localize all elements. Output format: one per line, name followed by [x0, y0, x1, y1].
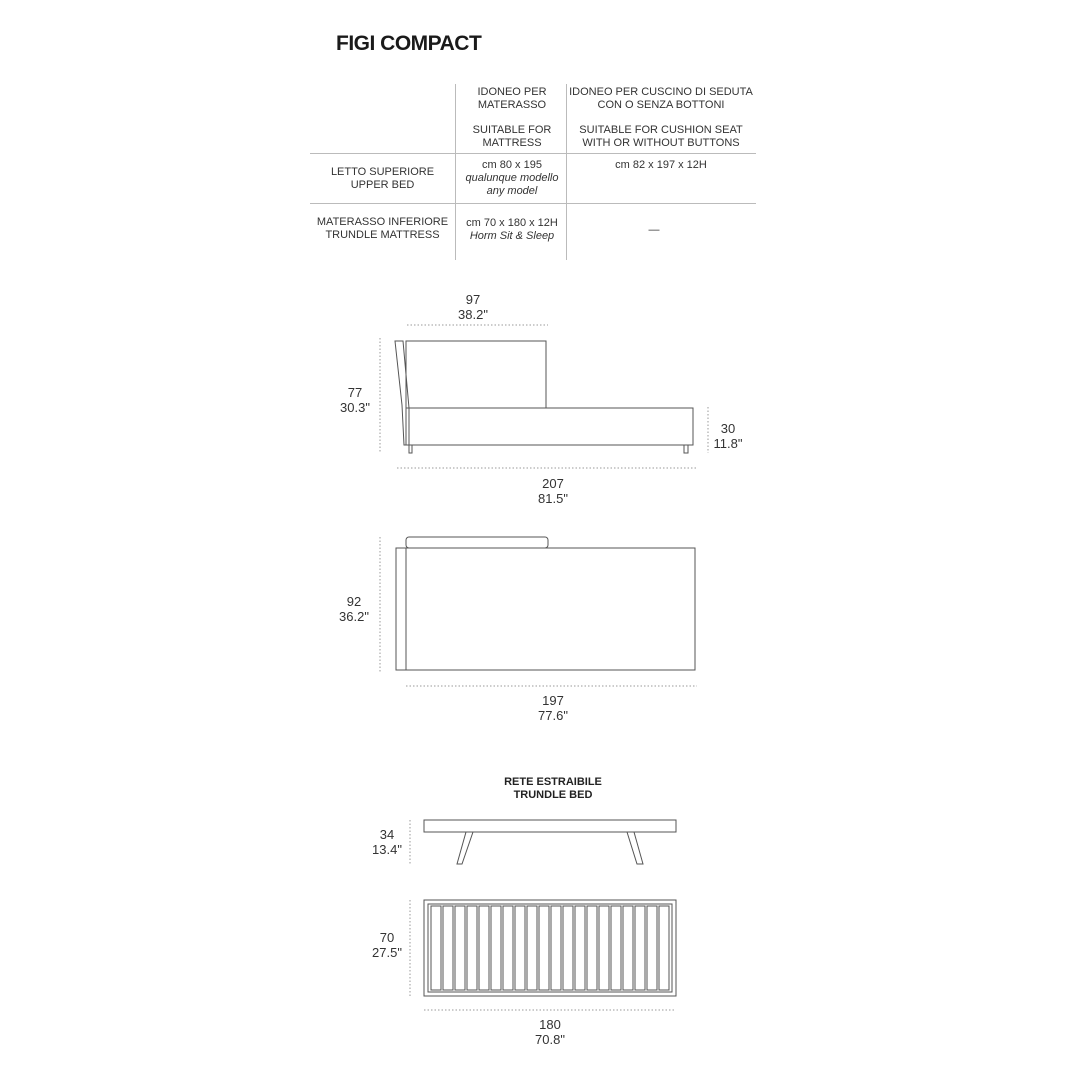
col1-header-it: IDONEO PER MATERASSO [477, 86, 547, 111]
dim-seat-height: 30 11.8" [713, 421, 743, 451]
dim-top-width: 97 38.2" [458, 292, 488, 322]
slat [623, 906, 633, 990]
slat [563, 906, 573, 990]
row-trundle-mattress: cm 70 x 180 x 12H Horm Sit & Sleep [466, 217, 558, 242]
dim-trundle-height: 34 13.4" [372, 827, 402, 857]
slat [527, 906, 537, 990]
bed-top-view [396, 537, 695, 670]
slat [443, 906, 453, 990]
product-title: FIGI COMPACT [336, 32, 482, 55]
bed-side-view [395, 341, 693, 453]
trundle-side-view [424, 820, 676, 864]
dim-top-length: 197 77.6" [538, 693, 568, 723]
slat [599, 906, 609, 990]
slat [587, 906, 597, 990]
slat [479, 906, 489, 990]
slat [659, 906, 669, 990]
row-upper-cushion: cm 82 x 197 x 12H [615, 159, 707, 171]
slat [515, 906, 525, 990]
slat [611, 906, 621, 990]
slat [455, 906, 465, 990]
trundle-title: RETE ESTRAIBILE TRUNDLE BED [504, 776, 602, 801]
dim-trundle-depth: 70 27.5" [372, 930, 402, 960]
slat [431, 906, 441, 990]
slat [647, 906, 657, 990]
row-upper-mattress: cm 80 x 195 qualunque modello any model [465, 159, 559, 197]
slat [575, 906, 585, 990]
row-trundle-cushion: — [648, 224, 660, 236]
slat [551, 906, 561, 990]
trundle-top-view [424, 900, 676, 996]
row-label-upper-bed: LETTO SUPERIORE UPPER BED [330, 166, 435, 191]
col2-header-it: IDONEO PER CUSCINO DI SEDUTA CON O SENZA BOTTONI [569, 86, 753, 111]
col2-header-en: SUITABLE FOR CUSHION SEAT WITH OR WITHOUT BUTTONS [579, 124, 743, 149]
row-label-trundle-mattress: MATERASSO INFERIORE TRUNDLE MATTRESS [316, 216, 449, 241]
slat [539, 906, 549, 990]
slat [467, 906, 477, 990]
dim-length: 207 81.5" [538, 476, 568, 506]
slat [491, 906, 501, 990]
dim-depth: 92 36.2" [339, 594, 369, 624]
dim-trundle-length: 180 70.8" [535, 1017, 565, 1047]
col1-header-en: SUITABLE FOR MATTRESS [472, 124, 552, 149]
slat [503, 906, 513, 990]
slat [635, 906, 645, 990]
dim-height: 77 30.3" [340, 385, 370, 415]
